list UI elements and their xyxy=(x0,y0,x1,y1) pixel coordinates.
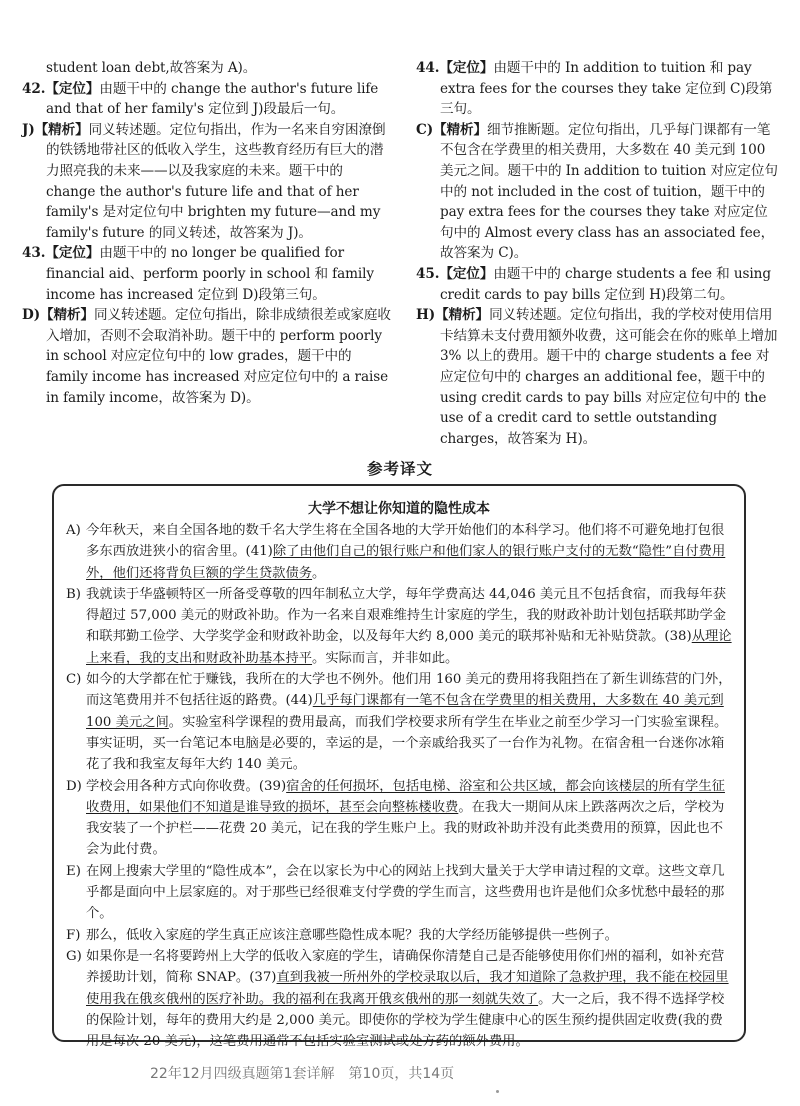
entry-label: 45.【定位】 xyxy=(416,265,494,282)
paragraph-text: 那么，低收入家庭的学生真正应该注意哪些隐性成本呢？我的大学经历能够提供一些例子。 xyxy=(86,927,618,943)
translation-box xyxy=(52,484,746,1050)
translation-paragraph xyxy=(54,584,744,669)
entry-label: H)【精析】 xyxy=(416,307,490,324)
paragraph-label: F) xyxy=(66,927,81,943)
entry-label: 43.【定位】 xyxy=(22,245,100,262)
paragraph-label: B) xyxy=(66,586,81,602)
answer-underline: 从理论上来看，我的支出和财政补助基本持平 xyxy=(86,629,732,666)
answer-underline: 宿舍的任何损坏，包括电梯、浴室和公共区域，都会向该楼层的所有学生征收费用，如果他们不知道是谁导致的损坏，甚至会向整栋楼收费 xyxy=(86,778,725,815)
right_column-entry xyxy=(416,58,780,120)
entry-text: 同义转述题。定位句指出，我的学校对使用信用卡结算未支付费用额外收费，这可能会在你的账单上增加 3% 以上的费用。题干中的 charge students a fee 对应定位句中的 charges an additional fee，题干中的 using credit cards to pay bills 对应定位句中的 the use of a credit card to settle outstanding charges，故答案为 H)。 xyxy=(440,307,778,447)
paragraph-text: 今年秋天，来自全国各地的数千名大学生将在全国各地的大学开始他们的本科学习。他们将不可避免地打包很多东西放进狭小的宿舍里。(41) xyxy=(86,523,725,560)
paragraph-text: 。实验室科学课程的费用最高，而我们学校要求所有学生在毕业之前至少学习一门实验室课程。事实证明，买一台笔记本电脑是必要的，幸运的是，一个亲戚给我买了一台作为礼物。在宿舍租一台迷你冰箱花了我和我室友每年大约 140 美元。 xyxy=(86,714,728,773)
paragraph-label: C) xyxy=(66,672,82,688)
entry-text: student loan debt,故答案为 A)。 xyxy=(46,60,257,76)
entry-text: 同义转述题。定位句指出，除非成绩很差或家庭收入增加，否则不会取消补助。题干中的 perform poorly in school 对应定位句中的 low grades，题干中的 family income has increased 对应定位句中的 a raise in family income，故答案为 D)。 xyxy=(46,307,391,406)
right-column xyxy=(416,58,780,449)
translation-paragraph xyxy=(54,776,744,861)
left_column-entry xyxy=(22,79,394,120)
translation-title: 大学不想让你知道的隐性成本 xyxy=(308,501,490,517)
paragraph-label: A) xyxy=(66,523,81,538)
answer-underline: 除了由他们自己的银行账户和他们家人的银行账户支付的无数“隐性”自付费用外，他们还将背负巨额的学生贷款债务 xyxy=(86,544,726,581)
translation-paragraph xyxy=(54,861,744,925)
page-footer: 22年12月四级真题第1套详解 第10页，共14页 xyxy=(150,1066,455,1082)
left_column-entry xyxy=(22,120,394,244)
translation-paragraphs xyxy=(54,520,744,1052)
paragraph-text: 我就读于华盛顿特区一所备受尊敬的四年制私立大学，每年学费高达 44,046 美元且不包括食宿，而我每年获得超过 57,000 美元的财政补助。作为一名来自艰难维持生计家庭的学生，我的财政补助计划包括联邦助学金和联邦勤工俭学、大学奖学金和财政补助金，以及每年大约 8,000 美元的联邦补贴和无补贴贷款。(38) xyxy=(86,586,727,645)
entry-label: C)【精析】 xyxy=(416,121,488,138)
paragraph-label: E) xyxy=(66,863,81,879)
left-column xyxy=(22,58,394,408)
left_column-entry xyxy=(22,305,394,408)
paragraph-text: 。在我大一期间从床上跌落两次之后，学校为我安装了一个护栏——花费 20 美元，记在我的学生账户上。我的财政补助并没有此类费用的预算，因此也不会为此付费。 xyxy=(86,799,725,858)
translation-paragraph xyxy=(54,925,744,946)
answer-underline: 直到我被一所州外的学校录取以后，我才知道除了急救护理，我不能在校园里使用我在俄亥俄州的医疗补助。我的福利在我离开俄亥俄州的那一刻就失效了 xyxy=(86,970,729,1007)
entry-label: D)【精析】 xyxy=(22,307,94,324)
paragraph-label: D) xyxy=(66,778,82,794)
left_column-entry xyxy=(22,58,394,79)
paragraph-text: 在网上搜索大学里的“隐性成本”，会在以家长为中心的网站上找到大量关于大学申请过程的文章。这些文章几乎都是面向中上层家庭的。对于那些已经很难支付学费的学生而言，这些费用也许是他们众多忧愁中最轻的那个。 xyxy=(86,863,725,922)
decorative-dot xyxy=(496,1090,499,1093)
section-title: 参考译文 xyxy=(366,459,433,478)
paragraph-text: 。实际而言，并非如此。 xyxy=(312,650,459,666)
paragraph-text: 学校会用各种方式向你收费。(39) xyxy=(86,778,287,794)
entry-text: 细节推断题。定位句指出，几乎每门课都有一笔不包含在学费里的相关费用，大多数在 40 美元到 100 美元之间。题干中的 In addition to tuition 对应定位句中的 not included in the cost of tuition，题干中的 pay extra fees for the courses they take 对应定位句中的 Almost every class has an associated fee，故答案为 C)。 xyxy=(440,121,778,262)
entry-text: 由题干中的 no longer be qualified for financial aid、perform poorly in school 和 family income has increased 定位到 D)段第三句。 xyxy=(46,245,374,303)
paragraph-text: 如今的大学都在忙于赚钱，我所在的大学也不例外。他们用 160 美元的费用将我阻挡在了新生训练营的门外，而这笔费用并不包括往返的路费。(44) xyxy=(86,672,732,709)
right_column-entry xyxy=(416,264,780,305)
paragraph-label: G) xyxy=(66,948,82,964)
paragraph-text: 。 xyxy=(312,565,326,581)
paragraph-text: 。大一之后，我不得不选择学校的保险计划，每年的费用大约是 2,000 美元。即使你的学校为学生健康中心的医生预约提供固定收费(我的费用是每次 20 美元)，这笔费用通常不包括实验室测试或处方药的额外费用。 xyxy=(86,991,725,1050)
entry-text: 由题干中的 In addition to tuition 和 pay extra fees for the courses they take 定位到 C)段第三句。 xyxy=(440,60,773,118)
right_column-entry xyxy=(416,305,780,449)
entry-text: 由题干中的 change the author's future life and that of her family's 定位到 J)段最后一句。 xyxy=(46,80,379,118)
answer-underline: 几乎每门课都有一笔不包含在学费里的相关费用，大多数在 40 美元到 100 美元之间 xyxy=(86,693,724,730)
right_column-entry xyxy=(416,120,780,264)
translation-paragraph xyxy=(54,520,744,584)
left_column-entry xyxy=(22,243,394,305)
entry-text: 同义转述题。定位句指出，作为一名来自穷困潦倒的铁锈地带社区的低收入学生，这些教育经历有巨大的潜力照亮我的未来——以及我家庭的未来。题干中的 change the author's future life and that of her family's 是对定位句中 brighten my future—and my family's future 的同义转述，故答案为 J)。 xyxy=(46,121,386,241)
translation-paragraph xyxy=(54,669,744,775)
translation-paragraph xyxy=(54,946,744,1052)
entry-label: J)【精析】 xyxy=(22,121,89,138)
entry-text: 由题干中的 charge students a fee 和 using credit cards to pay bills 定位到 H)段第二句。 xyxy=(440,265,771,303)
entry-label: 42.【定位】 xyxy=(22,80,100,97)
entry-label: 44.【定位】 xyxy=(416,60,494,76)
paragraph-text: 如果你是一名将要跨州上大学的低收入家庭的学生，请确保你清楚自己是否能够使用你们州的福利，如补充营养援助计划，简称 SNAP。(37) xyxy=(86,948,725,986)
